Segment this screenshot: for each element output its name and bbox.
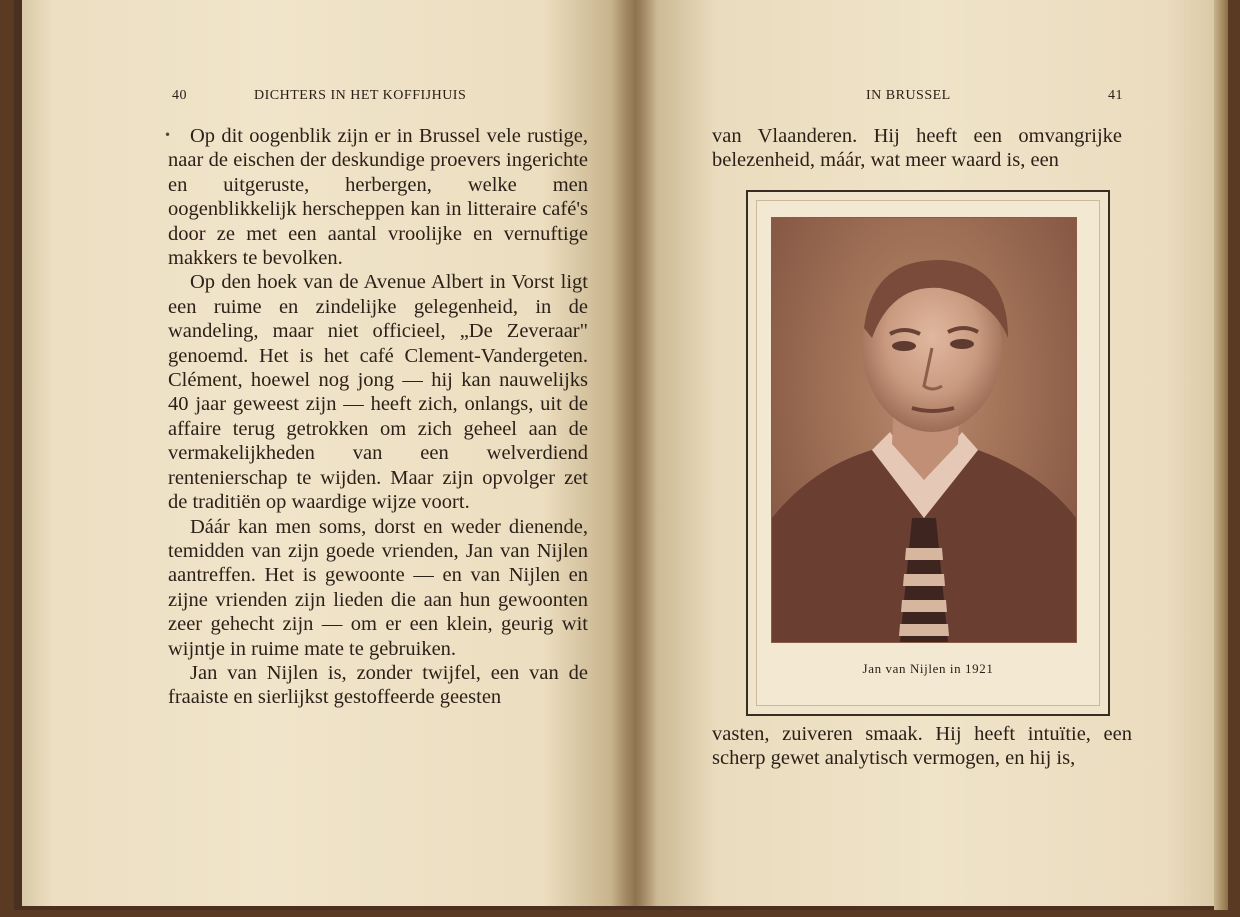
page-number-right: 41: [1108, 88, 1123, 103]
paragraph-1: Op dit oogenblik zijn er in Brussel vele rustige, naar de eischen der deskundige proevers ingerichte en uitgeruste, herbergen, welke men oogenblikkelijk herscheppen kan in litteraire café's door ze met een aantal vroolijke en vernuftige makkers te bevolken.: [168, 125, 588, 270]
photo-plate: [746, 190, 1110, 716]
plate-mat: [756, 200, 1100, 706]
portrait-photo: [771, 217, 1077, 643]
running-head-left: DICHTERS IN HET KOFFIJHUIS: [254, 88, 467, 103]
paragraph-3: Dáár kan men soms, dorst en weder dienende, temidden van zijn goede vrienden, Jan van Nijlen aantreffen. Het is gewoonte — en van Nijlen en zijne vrienden zijn lieden die aan hun gewoonten zeer gehecht zijn — om er een klein, geurig wit wijntje in ruime mate te gebruiken.: [168, 515, 588, 660]
book-gutter: [612, 0, 656, 906]
right-bottom-paragraph: vasten, zuiveren smaak. Hij heeft intuïtie, een scherp gewet analytisch vermogen, en hij is,: [712, 723, 1132, 770]
right-top-text: [712, 124, 1122, 173]
running-head-right: IN BRUSSEL: [866, 88, 951, 103]
page-edges: [1214, 0, 1228, 910]
left-page: [22, 0, 634, 906]
open-book: [14, 0, 1228, 910]
right-bottom-text: [712, 722, 1132, 771]
page-number-left: 40: [172, 88, 187, 103]
portrait-illustration: [772, 218, 1076, 642]
paragraph-2: Op den hoek van de Avenue Albert in Vorst ligt een ruime en zindelijke gelegenheid, in de wandeling, maar niet officieel, „De Zeveraar" genoemd. Het is het café Clement-Vandergeten. Clément, hoewel nog jong — hij kan nauwelijks 40 jaar geweest zijn — heeft zich, onlangs, uit de affaire terug getrokken om zich geheel aan de vermakelijkheden van een welverdiend rentenierschap te wijden. Maar zijn opvolger zet de traditiën op waardige wijze voort.: [168, 271, 588, 514]
photo-caption: Jan van Nijlen in 1921: [862, 661, 994, 676]
right-page: [634, 0, 1224, 906]
right-top-paragraph: van Vlaanderen. Hij heeft een omvangrijke belezenheid, máár, wat meer waard is, een: [712, 125, 1122, 172]
margin-dot: •: [164, 128, 172, 142]
left-body-text: [168, 124, 588, 710]
paragraph-4: Jan van Nijlen is, zonder twijfel, een van de fraaiste en sierlijkst gestoffeerde geesten: [168, 661, 588, 709]
